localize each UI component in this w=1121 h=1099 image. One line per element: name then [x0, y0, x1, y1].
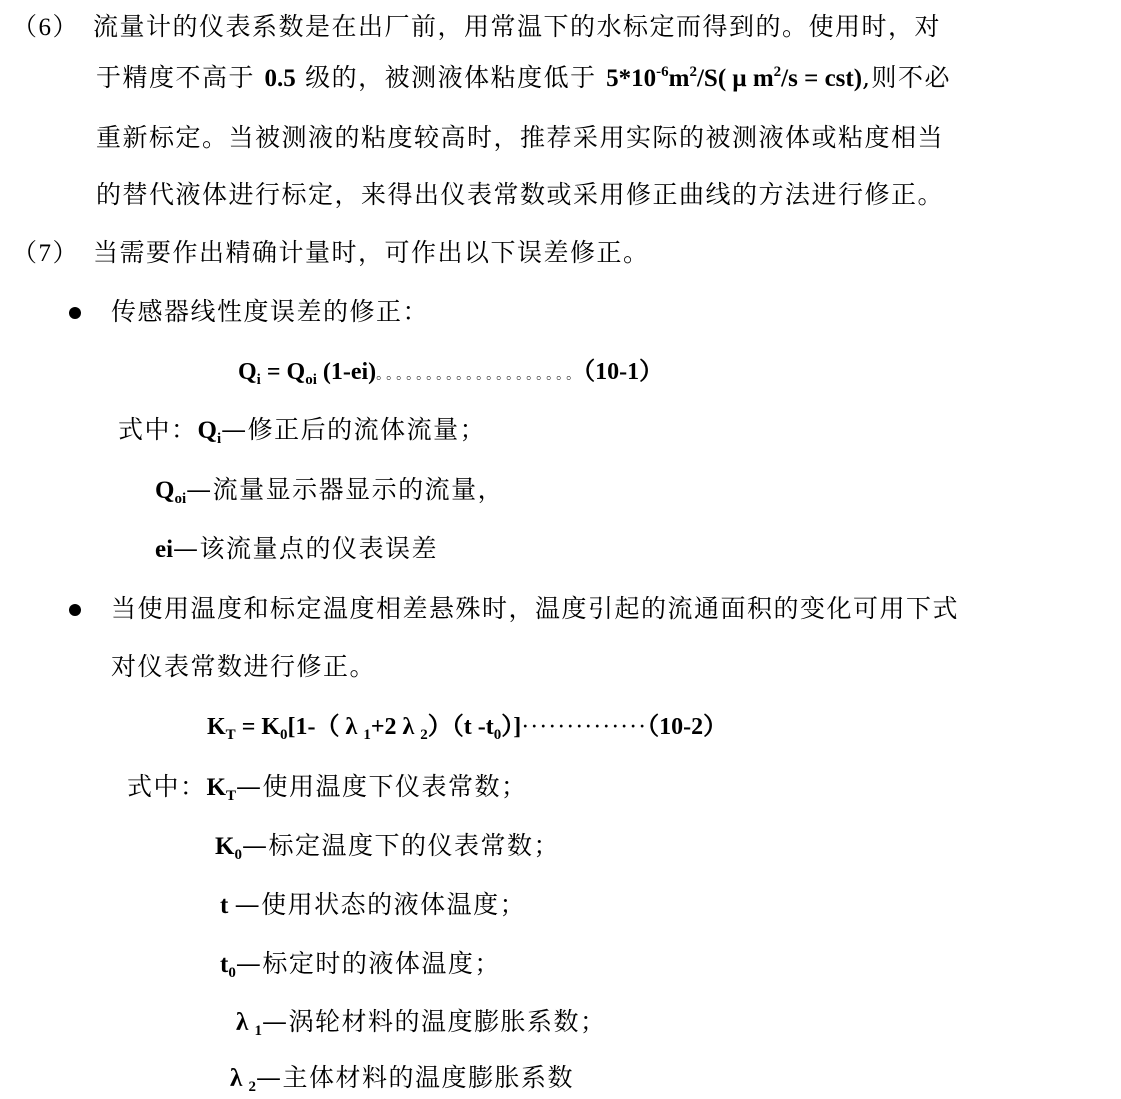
bullet-icon — [69, 307, 81, 319]
section-6-line-2 — [96, 63, 951, 94]
section-6-line-4: 的替代液体进行标定，来得出仪表常数或采用修正曲线的方法进行修正。 — [96, 180, 945, 209]
bullet-1-def-2: $Q_{oi}—$流量显示器显示的流量， — [155, 475, 505, 507]
section-6-line-3: 重新标定。当被测液的粘度较高时，推荐采用实际的被测液体或粘度相当 — [96, 123, 945, 152]
bullet-1-def-3: ei—该流量点的仪表误差 — [155, 534, 439, 563]
bullet-2-def-1: 式中：$K_T—$使用温度下仪表常数； — [127, 772, 528, 804]
leader-dots: 。。。。。。。。。。。。。。。。。。。。 — [376, 368, 584, 383]
section-7-intro: 当需要作出精确计量时，可作出以下误差修正。 — [93, 238, 650, 267]
text-precision: 于精度不高于 — [96, 63, 256, 92]
bullet-2-def-6: λ $_2$—主体材料的温度膨胀系数 — [230, 1063, 575, 1095]
bullet-1-def-1: 式中：$Q_i—$修正后的流体流量； — [118, 415, 487, 447]
formula-10-1: $Q_i = Q_{oi}$ (1-ei)。。。。。。。。。。。。。。。。。。。。（10-1） — [238, 359, 664, 388]
text-no-recalibration: ,则不必 — [862, 63, 952, 92]
bullet-2-def-2: $K_0—$标定温度下的仪表常数； — [215, 831, 560, 863]
equation-label: （10-1） — [583, 359, 664, 385]
viscosity-value: $5*10^{-6}m^2/S$( μ $m^2/s = cst$) — [606, 64, 863, 92]
bullet-2-line-1: 当使用温度和标定温度相差悬殊时，温度引起的流通面积的变化可用下式 — [111, 594, 960, 623]
where-label: 式中： — [118, 415, 198, 444]
bullet-1-title: 传感器线性度误差的修正： — [111, 297, 430, 326]
section-7-number: （7） — [12, 240, 80, 267]
section-6-number: （6） — [12, 14, 80, 41]
bullet-2-def-3: t —使用状态的液体温度； — [220, 890, 527, 919]
section-6-line-1 — [12, 12, 941, 43]
bullet-2-def-5: λ $_1$—涡轮材料的温度膨胀系数； — [236, 1007, 607, 1039]
precision-value: 0.5 — [264, 65, 296, 92]
bullet-icon — [69, 604, 81, 616]
leader-dots: ·············· — [521, 714, 648, 740]
section-7-line-1 — [12, 238, 650, 269]
where-label: 式中： — [127, 772, 207, 801]
formula-10-2: $K_T = K_0[1-$（ λ $_1$+2 λ $_2$）（t $-t_0)]\cdot\cdot\cdot\cdot\cdot\cdot\cdot\cdot\cdot\cdot\cdot\cdot\cdot\cdot(10-2)$ — [207, 714, 728, 743]
equation-label: （10-2） — [647, 714, 728, 740]
section-6-text: 流量计的仪表系数是在出厂前，用常温下的水标定而得到的。使用时，对 — [93, 12, 942, 41]
bullet-2-line-2: 对仪表常数进行修正。 — [111, 652, 377, 681]
bullet-2-def-4: $t_0—$标定时的液体温度； — [220, 949, 501, 981]
text-viscosity: 级的，被测液体粘度低于 — [305, 63, 597, 92]
